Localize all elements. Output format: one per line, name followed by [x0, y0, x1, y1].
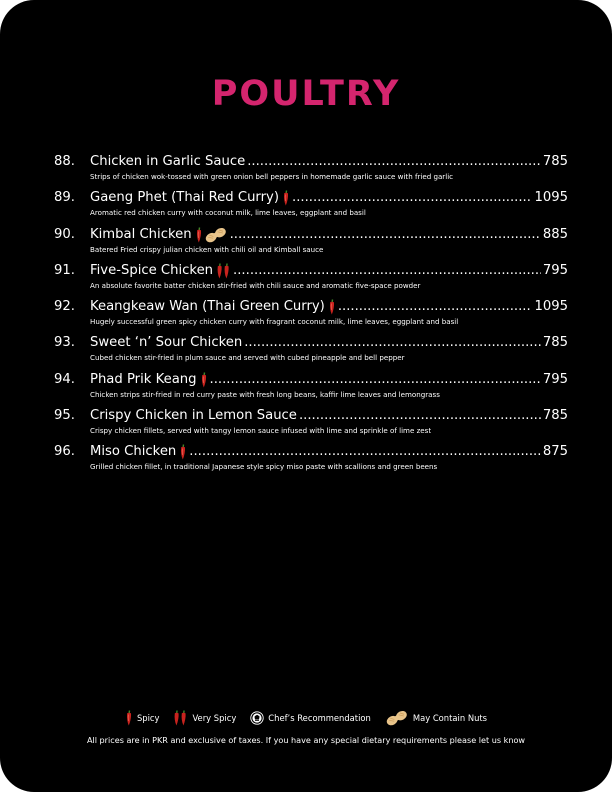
dot-leader	[338, 297, 533, 317]
menu-item-name: Kimbal Chicken	[90, 226, 192, 242]
menu-item-price: 1095	[534, 299, 568, 315]
menu-item-row	[54, 297, 568, 317]
legend-label: Spicy	[136, 713, 160, 723]
legend-item	[125, 710, 160, 726]
menu-item-price: 885	[542, 226, 568, 242]
menu-item	[54, 370, 568, 406]
legend-item	[385, 710, 487, 726]
menu-item-price: 875	[542, 444, 568, 460]
chili-icon	[195, 227, 203, 243]
menu-item-price: 785	[542, 335, 568, 351]
menu-item-row	[54, 261, 568, 281]
menu-item-number: 92.	[54, 299, 75, 315]
menu-item-name-group	[90, 225, 228, 245]
menu-item	[54, 333, 568, 369]
icon-legend	[0, 710, 612, 726]
menu-item-description: An absolute favorite batter chicken stir-fried with chili sauce and aromatic five-space powder	[90, 280, 421, 290]
menu-item	[54, 225, 568, 261]
menu-item-row	[54, 188, 568, 208]
menu-item-price: 785	[542, 154, 568, 169]
legend-item	[250, 711, 371, 725]
section-title: POULTRY	[211, 74, 401, 114]
menu-item-number: 91.	[54, 262, 75, 278]
menu-item-number: 95.	[54, 408, 75, 424]
menu-item-row	[54, 225, 568, 245]
menu-item-price: 1095	[534, 190, 568, 206]
menu-item-name-group	[90, 297, 336, 317]
menu-item-description: Grilled chicken fillet, in traditional Japanese style spicy miso paste with scallions and green beens	[90, 462, 438, 472]
chili-icon	[328, 299, 336, 315]
dot-leader	[233, 261, 541, 281]
double-chili-icon	[216, 263, 231, 279]
price-footnote: All prices are in PKR and exclusive of taxes. If you have any special dietary requirements please let us know	[86, 735, 526, 745]
dot-leader	[247, 152, 541, 172]
menu-item-name: Chicken in Garlic Sauce	[90, 154, 246, 169]
menu-item	[54, 442, 568, 478]
legend-item	[173, 710, 236, 726]
menu-item-description: Chicken strips stir-fried in red curry paste with fresh long beans, kaffir lime leaves and lemongrass	[90, 389, 440, 399]
menu-item-name-group	[90, 188, 290, 208]
menu-item-name: Sweet ‘n’ Sour Chicken	[90, 335, 243, 351]
legend-label: May Contain Nuts	[412, 713, 488, 723]
menu-item-description: Strips of chicken wok-tossed with green onion bell peppers in homemade garlic sauce with fried garlic	[90, 172, 454, 181]
menu-item-name: Keangkeaw Wan (Thai Green Curry)	[90, 299, 325, 315]
chili-icon	[179, 444, 187, 460]
menu-item	[54, 152, 568, 188]
legend-label: Chef’s Recommendation	[268, 713, 371, 723]
menu-item-name-group	[90, 152, 245, 172]
peanut-icon	[385, 710, 409, 726]
menu-item-description: Batered Fried crispy julian chicken with chili oil and Kimball sauce	[90, 244, 324, 254]
chili-icon	[282, 190, 290, 206]
dot-leader	[230, 225, 541, 245]
menu-item	[54, 261, 568, 297]
menu-item	[54, 188, 568, 224]
dot-leader	[299, 406, 541, 426]
chili-icon	[200, 372, 208, 388]
chef-recommendation-icon	[250, 711, 264, 725]
menu-item-price: 795	[542, 371, 568, 387]
menu-item-row	[54, 442, 568, 462]
menu-item	[54, 406, 568, 442]
menu-item-name: Miso Chicken	[90, 444, 177, 460]
double-chili-icon	[173, 710, 188, 726]
menu-item-name-group	[90, 406, 297, 426]
menu-item-number: 88.	[54, 154, 75, 169]
menu-item-list	[54, 152, 568, 479]
menu-item	[54, 297, 568, 333]
chili-icon	[125, 710, 133, 726]
peanut-icon	[204, 227, 228, 243]
menu-item-number: 89.	[54, 190, 75, 206]
dot-leader	[292, 188, 532, 208]
menu-item-name: Crispy Chicken in Lemon Sauce	[90, 408, 297, 424]
menu-item-row	[54, 370, 568, 390]
menu-item-number: 94.	[54, 371, 75, 387]
menu-item-price: 795	[542, 262, 568, 278]
menu-item-number: 93.	[54, 335, 75, 351]
menu-item-name: Phad Prik Keang	[90, 371, 197, 387]
menu-item-number: 96.	[54, 444, 75, 460]
menu-item-name: Five-Spice Chicken	[90, 262, 214, 278]
menu-item-price: 785	[542, 408, 568, 424]
menu-item-name-group	[90, 261, 231, 281]
menu-item-number: 90.	[54, 226, 75, 242]
menu-item-description: Crispy chicken fillets, served with tangy lemon sauce infused with lime and sprinkle of lime zest	[90, 426, 432, 436]
menu-item-row	[54, 406, 568, 426]
menu-item-name: Gaeng Phet (Thai Red Curry)	[90, 190, 279, 206]
menu-item-name-group	[90, 370, 208, 390]
menu-item-name-group	[90, 333, 242, 353]
menu-item-row	[54, 152, 568, 172]
legend-label: Very Spicy	[192, 713, 237, 723]
menu-item-description: Hugely successful green spicy chicken curry with fragrant coconut milk, lime leaves, eggplant and basil	[90, 317, 459, 327]
menu-item-description: Aromatic red chicken curry with coconut milk, lime leaves, eggplant and basil	[90, 208, 366, 218]
menu-item-row	[54, 333, 568, 353]
dot-leader	[210, 370, 541, 390]
menu-item-description: Cubed chicken stir-fried in plum sauce and served with cubed pineapple and bell pepper	[90, 353, 405, 363]
menu-item-name-group	[90, 442, 187, 462]
dot-leader	[244, 333, 541, 353]
dot-leader	[189, 442, 541, 462]
